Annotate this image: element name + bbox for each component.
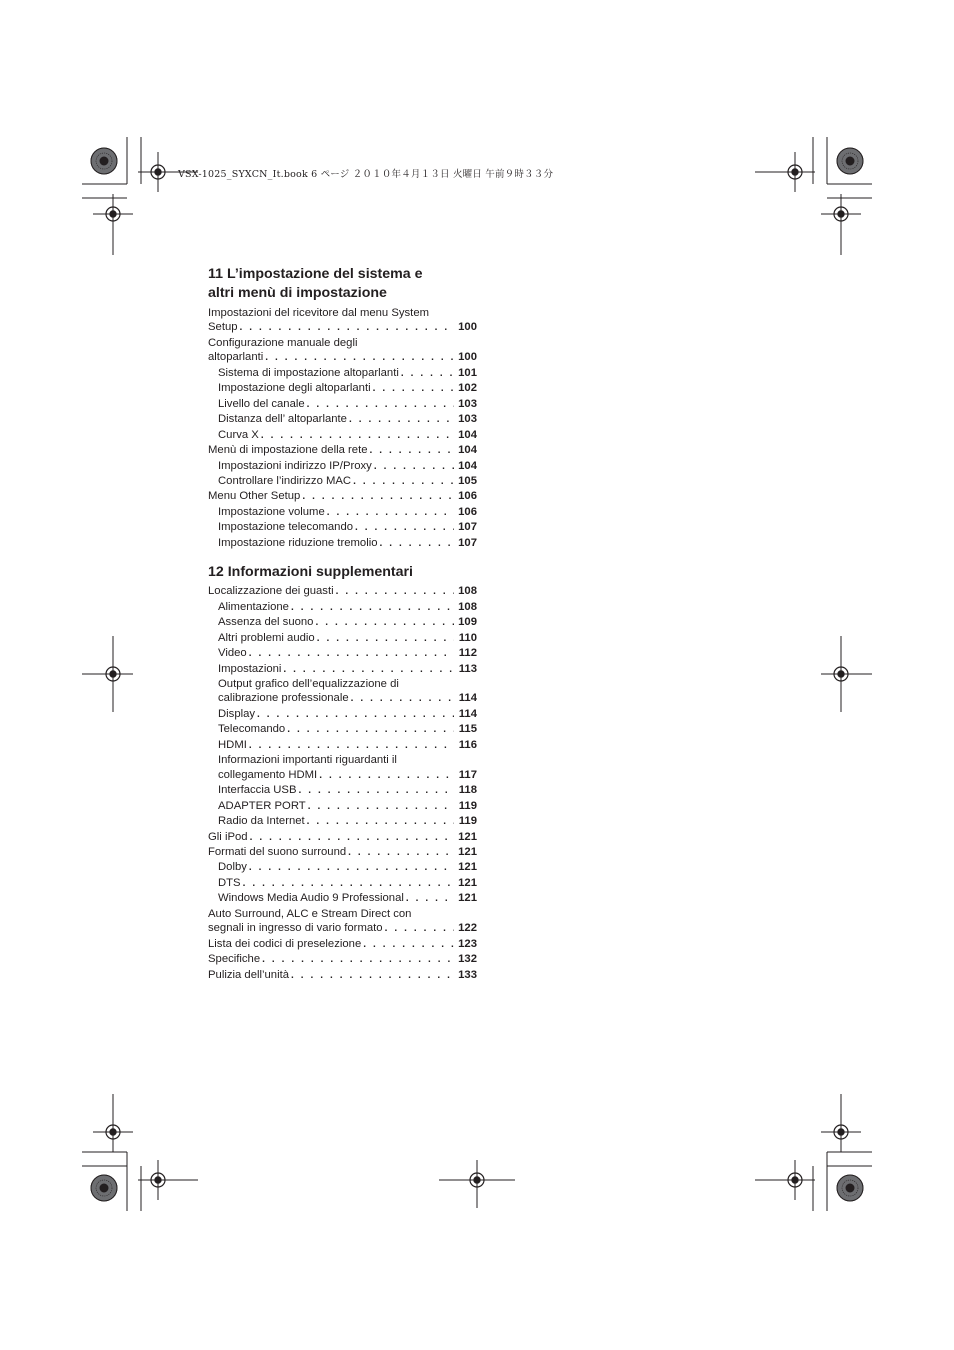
dot-leader [374, 460, 454, 474]
toc-entry-label: HDMI [218, 738, 247, 751]
toc-entry[interactable] [208, 646, 477, 661]
toc-page-number: 109 [458, 616, 477, 629]
dot-leader [265, 351, 454, 365]
dot-leader [385, 922, 454, 936]
dot-leader [291, 969, 454, 983]
toc-page-number: 121 [458, 861, 477, 874]
toc-page-number: 114 [458, 707, 477, 720]
toc-entry[interactable] [208, 921, 477, 936]
star-target-icon [91, 148, 117, 174]
toc-entry-label: Distanza dell’ altoparlante [218, 413, 347, 426]
toc-entry-label: collegamento HDMI [218, 768, 318, 781]
toc-page-number: 106 [458, 505, 477, 518]
toc-entry[interactable] [208, 397, 477, 412]
toc-entry-label: Menu Other Setup [208, 490, 301, 503]
toc-page-number: 133 [458, 968, 477, 981]
toc-entry-label: segnali in ingresso di vario formato [208, 922, 383, 935]
toc-entry-label-line: Informazioni importanti riguardanti il [218, 754, 397, 767]
dot-leader [401, 367, 454, 381]
dot-leader [370, 444, 454, 458]
toc-entry-label: Controllare l’indirizzo MAC [218, 474, 352, 487]
toc-entry-label: Impostazioni indirizzo IP/Proxy [218, 459, 372, 472]
toc-entry[interactable] [208, 631, 477, 646]
toc-entry[interactable] [208, 968, 477, 983]
toc-entry-label: Telecomando [218, 723, 286, 736]
section-12-heading: 12 Informazioni supplementari [208, 564, 413, 581]
toc-entry[interactable] [208, 412, 477, 427]
toc-page-number: 119 [458, 815, 477, 828]
toc-entry-label: calibrazione professionale [218, 692, 349, 705]
dot-leader [307, 815, 454, 829]
toc-page-number: 115 [458, 723, 477, 736]
toc-entry-label: Impostazione telecomando [218, 521, 354, 534]
dot-leader [353, 475, 454, 489]
dot-leader [243, 877, 454, 891]
toc-entry[interactable] [208, 600, 477, 615]
dot-leader [287, 723, 454, 737]
dot-leader [315, 616, 454, 630]
dot-leader [317, 632, 454, 646]
toc-entry-label: Sistema di impostazione altoparlanti [218, 366, 399, 379]
dot-leader [261, 429, 454, 443]
toc-page-number: 116 [458, 738, 477, 751]
toc-page-number: 103 [458, 413, 477, 426]
toc-page-number: 104 [458, 444, 477, 457]
toc-page-number: 110 [458, 631, 477, 644]
toc-entry[interactable] [208, 876, 477, 891]
toc-entry-label-line: Impostazioni del ricevitore dal menu System [208, 307, 430, 319]
toc-entry[interactable] [208, 952, 477, 967]
toc-entry-label: Impostazione volume [218, 505, 325, 518]
toc-entry[interactable] [208, 814, 477, 829]
toc-page-number: 119 [458, 799, 477, 812]
toc-entry-label: Impostazioni [218, 662, 282, 675]
toc-entry-label: Lista dei codici di preselezione [208, 937, 362, 950]
toc-entry[interactable] [208, 536, 477, 551]
dot-leader [380, 537, 455, 551]
toc-entry[interactable] [208, 350, 477, 365]
toc-entry-label: Interfaccia USB [218, 784, 297, 797]
toc-page-number: 100 [458, 321, 477, 334]
toc-page-number: 104 [458, 459, 477, 472]
toc-entry[interactable] [208, 937, 477, 952]
dot-leader [406, 892, 454, 906]
toc-page-number: 114 [458, 692, 477, 705]
toc-entry[interactable] [208, 584, 477, 599]
toc-page-number: 112 [458, 647, 477, 660]
toc-entry-label-line: Auto Surround, ALC e Stream Direct con [208, 907, 412, 920]
toc-entry-label: Assenza del suono [218, 616, 314, 629]
dot-leader [249, 861, 454, 875]
section-11-title-line1: 11 L’impostazione del sistema e [208, 266, 423, 282]
toc-entry-label: Impostazione degli altoparlanti [218, 382, 371, 395]
dot-leader [240, 321, 454, 335]
section-11-entries [208, 306, 477, 551]
dot-leader [283, 663, 454, 677]
toc-page-number: 100 [458, 351, 477, 364]
table-of-contents [208, 265, 477, 983]
toc-entry-label-line: Output grafico dell’equalizzazione di [218, 677, 399, 690]
toc-entry-label: Formati del suono surround [208, 845, 347, 858]
toc-page-number: 103 [458, 397, 477, 410]
toc-entry-label: Setup [208, 321, 238, 334]
toc-entry-label: Curva X [218, 428, 259, 441]
toc-entry[interactable] [208, 707, 477, 722]
dot-leader [291, 601, 454, 615]
toc-entry-label: Altri problemi audio [218, 631, 315, 644]
section-12-entries [208, 584, 477, 983]
dot-leader [351, 692, 454, 706]
toc-entry[interactable] [208, 459, 477, 474]
toc-entry[interactable] [208, 428, 477, 443]
toc-entry[interactable] [208, 722, 477, 737]
toc-page-number: 121 [458, 830, 477, 843]
toc-entry[interactable] [208, 783, 477, 798]
toc-entry-label: Alimentazione [218, 600, 289, 613]
toc-entry-label: Radio da Internet [218, 815, 305, 828]
toc-page-number: 101 [458, 366, 477, 379]
toc-entry[interactable] [208, 891, 477, 906]
toc-entry[interactable] [208, 474, 477, 489]
dot-leader [308, 800, 454, 814]
dot-leader [249, 647, 454, 661]
toc-page-number: 107 [458, 536, 477, 549]
toc-entry-label: Localizzazione dei guasti [208, 585, 334, 598]
toc-entry-label: altoparlanti [208, 351, 264, 364]
dot-leader [257, 708, 454, 722]
toc-entry[interactable] [208, 845, 477, 860]
dot-leader [355, 521, 454, 535]
toc-entry-label: Dolby [218, 861, 247, 874]
toc-entry-label: Specifiche [208, 953, 261, 966]
dot-leader [298, 784, 454, 798]
toc-entry[interactable] [208, 520, 477, 535]
dot-leader [302, 490, 454, 504]
toc-entry-label: Pulizia dell’unità [208, 968, 290, 981]
print-header-line: VSX-1025_SYXCN_It.book 6 ページ ２０１０年４月１３日 火曜日 午前９時３３分 [178, 169, 554, 180]
toc-page-number: 121 [458, 845, 477, 858]
dot-leader [373, 382, 454, 396]
toc-page-number: 123 [458, 937, 477, 950]
toc-entry-label: Livello del canale [218, 397, 305, 410]
toc-page-number: 104 [458, 428, 477, 441]
dot-leader [363, 938, 454, 952]
toc-entry-label: DTS [218, 876, 241, 889]
toc-entry[interactable] [208, 738, 477, 753]
dot-leader [319, 769, 454, 783]
dot-leader [336, 585, 454, 599]
toc-entry[interactable] [208, 443, 477, 458]
section-11-title-line2: altri menù di impostazione [208, 285, 387, 301]
toc-entry[interactable] [208, 320, 477, 335]
toc-page-number: 102 [458, 382, 477, 395]
dot-leader [249, 739, 454, 753]
toc-entry-label: ADAPTER PORT [218, 799, 306, 812]
toc-page-number: 113 [458, 662, 477, 675]
toc-entry-label: Display [218, 707, 256, 720]
dot-leader [348, 846, 454, 860]
dot-leader [349, 413, 454, 427]
dot-leader [307, 398, 454, 412]
dot-leader [262, 953, 454, 967]
toc-entry[interactable] [208, 691, 477, 706]
section-11-heading [208, 265, 477, 303]
toc-entry-label: Menù di impostazione della rete [208, 444, 368, 457]
toc-entry-label: Windows Media Audio 9 Professional [218, 892, 404, 905]
toc-page-number: 121 [458, 876, 477, 889]
toc-page-number: 118 [458, 784, 477, 797]
toc-page-number: 105 [458, 474, 477, 487]
toc-entry[interactable] [208, 505, 477, 520]
toc-entry-label: Gli iPod [208, 830, 248, 843]
toc-entry[interactable] [208, 615, 477, 630]
dot-leader [250, 831, 454, 845]
toc-entry[interactable] [208, 489, 477, 504]
toc-entry[interactable] [208, 768, 477, 783]
toc-entry[interactable] [208, 799, 477, 814]
toc-entry-label-line: Configurazione manuale degli [208, 336, 358, 349]
toc-page-number: 117 [458, 768, 477, 781]
toc-page-number: 121 [458, 892, 477, 905]
registration-mark-icon [93, 194, 133, 234]
toc-page-number: 108 [458, 585, 477, 598]
toc-entry[interactable] [208, 860, 477, 875]
toc-entry[interactable] [208, 366, 477, 381]
dot-leader [327, 506, 454, 520]
toc-page-number: 107 [458, 521, 477, 534]
toc-page-number: 106 [458, 490, 477, 503]
toc-entry[interactable] [208, 662, 477, 677]
toc-page-number: 132 [458, 953, 477, 966]
toc-entry[interactable] [208, 830, 477, 845]
toc-page-number: 122 [458, 922, 477, 935]
toc-page-number: 108 [458, 600, 477, 613]
toc-entry[interactable] [208, 381, 477, 396]
toc-entry-label: Impostazione riduzione tremolio [218, 536, 378, 549]
toc-entry-label: Video [218, 647, 247, 660]
